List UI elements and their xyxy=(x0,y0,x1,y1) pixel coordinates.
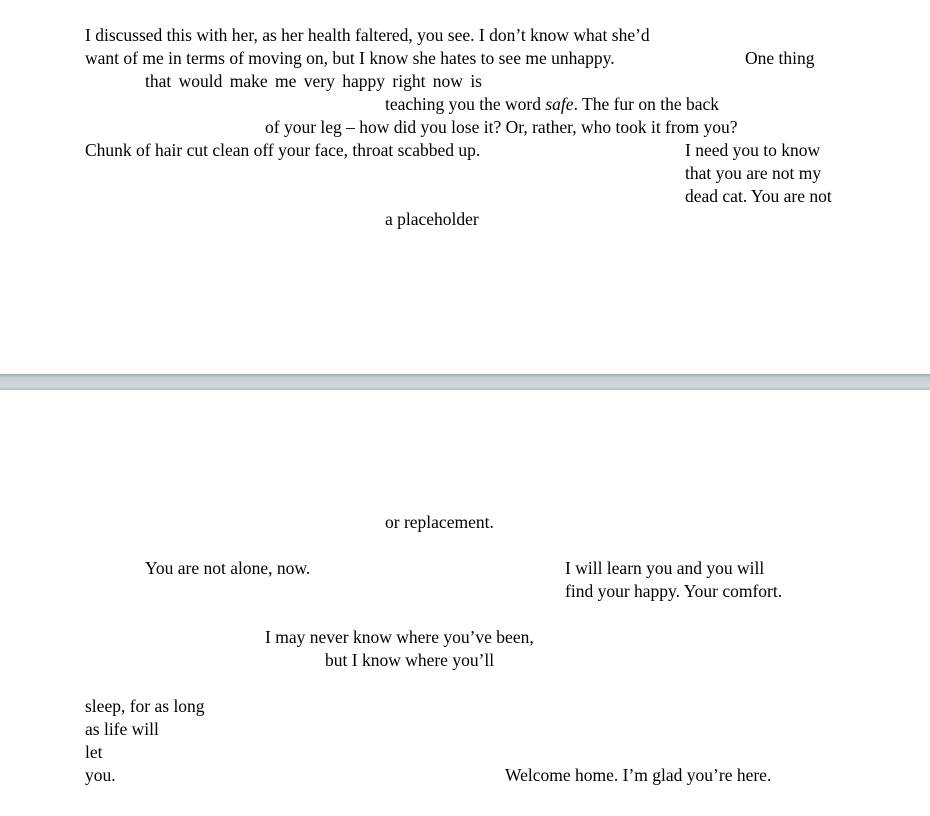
poem-line: let xyxy=(85,742,103,762)
document-page-2 xyxy=(0,390,930,816)
poem-line: dead cat. You are not xyxy=(685,186,832,206)
poem-line: find your happy. Your comfort. xyxy=(565,581,783,601)
poem-line: I may never know where you’ve been, xyxy=(265,627,534,647)
poem-line: but I know where you’ll xyxy=(325,650,495,670)
poem-line: I need you to know xyxy=(685,140,821,160)
poem-line: as life will xyxy=(85,719,159,739)
poem-line: a placeholder xyxy=(385,209,479,229)
poem-line: of your leg – how did you lose it? Or, rather, who took it from you? xyxy=(265,117,738,137)
poem-line: that you are not my xyxy=(685,163,822,183)
poem-line: I discussed this with her, as her health faltered, you see. I don’t know what she’d xyxy=(85,25,650,45)
poem-line: that would make me very happy right now is xyxy=(145,71,482,91)
page-break-gap xyxy=(0,374,930,390)
document-page-1 xyxy=(0,0,930,374)
poem-line: Chunk of hair cut clean off your face, throat scabbed up. xyxy=(85,140,481,160)
poem-line: want of me in terms of moving on, but I know she hates to see me unhappy. xyxy=(85,48,615,68)
poem-line: I will learn you and you will xyxy=(565,558,765,578)
poem-line xyxy=(385,93,719,116)
poem-line: You are not alone, now. xyxy=(145,558,311,578)
poem-italic-word: safe xyxy=(545,94,574,114)
poem-text: . The fur on the back xyxy=(573,94,720,114)
poem-line: you. xyxy=(85,765,116,785)
poem-line: or replacement. xyxy=(385,512,494,532)
poem-line: sleep, for as long xyxy=(85,696,205,716)
poem-line: Welcome home. I’m glad you’re here. xyxy=(505,765,772,785)
poem-line: One thing xyxy=(745,48,815,68)
poem-text: teaching you the word xyxy=(385,94,546,114)
